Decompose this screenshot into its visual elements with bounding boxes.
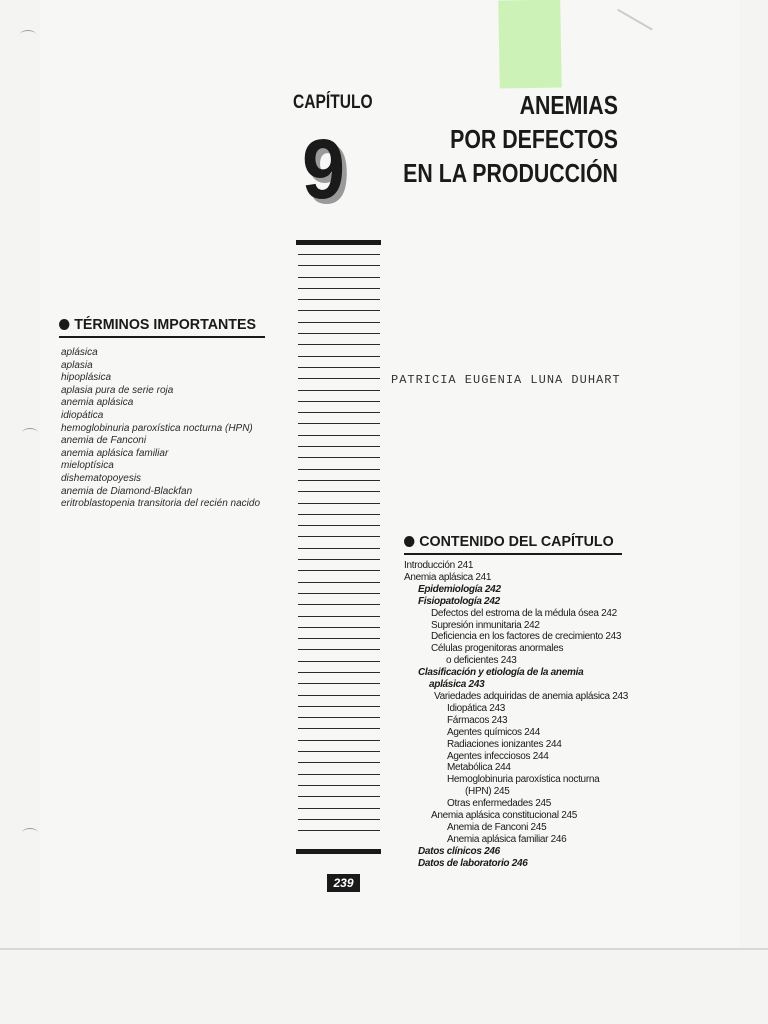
chapter-label: CAPÍTULO (293, 92, 373, 113)
rule-line (298, 582, 380, 583)
rule-line (298, 514, 380, 515)
contents-item: o deficientes 243 (446, 655, 517, 667)
term-item: aplásica (61, 347, 98, 358)
contents-item: Células progenitoras anormales (431, 643, 564, 655)
rule-line (298, 683, 380, 684)
rule-line (298, 265, 380, 266)
contents-item: Otras enfermedades 245 (447, 798, 552, 810)
rule-line (298, 559, 380, 560)
contents-item: Anemia aplásica constitucional 245 (431, 810, 578, 822)
term-item: hipoplásica (61, 372, 112, 384)
term-item: anemia aplásica (61, 397, 134, 409)
rule-line (298, 649, 380, 650)
rule-line (298, 695, 380, 696)
rule-line (298, 593, 380, 594)
chapter-title-line: POR DEFECTOS (450, 124, 618, 154)
contents-item: Deficiencia en los factores de crecimiento 243 (431, 631, 622, 643)
binding-mark (22, 428, 38, 437)
contents-item: Datos de laboratorio 246 (418, 857, 528, 869)
contents-heading-text: CONTENIDO DEL CAPÍTULO (419, 533, 614, 550)
terms-heading-rule (59, 336, 265, 338)
decorative-rule-lines (298, 254, 380, 841)
rule-line (298, 344, 380, 345)
term-item: aplasia pura de serie roja (61, 384, 174, 396)
sticky-note (498, 0, 562, 89)
binding-mark (22, 828, 38, 837)
contents-item: Agentes químicos 244 (447, 726, 540, 738)
rule-line (298, 762, 380, 763)
contents-heading-rule (404, 553, 622, 555)
rule-line (298, 548, 380, 549)
contents-item: Agentes infecciosos 244 (447, 750, 549, 762)
contents-item: Fármacos 243 (447, 714, 508, 726)
term-item: dishematopoyesis (61, 472, 142, 484)
rule-line (298, 288, 380, 289)
rule-line (298, 808, 380, 809)
contents-item: (HPN) 245 (465, 786, 510, 798)
rule-line (298, 830, 380, 831)
rule-line (298, 570, 380, 571)
rule-line (298, 423, 380, 424)
contents-item: Idiopática 243 (447, 702, 506, 714)
chapter-number: 9 (302, 122, 345, 216)
contents-item: Datos clínicos 246 (418, 845, 500, 857)
rule-line (298, 785, 380, 786)
term-item: anemia de Diamond-Blackfan (61, 485, 193, 497)
rule-line (298, 616, 380, 617)
rule-line (298, 356, 380, 357)
rule-line (298, 469, 380, 470)
rule-line (298, 627, 380, 628)
term-item: hemoglobinuria paroxística nocturna (HPN) (61, 422, 253, 434)
contents-item: Supresión inmunitaria 242 (431, 619, 540, 631)
rule-line (298, 322, 380, 323)
rule-line (298, 435, 380, 436)
bullet-icon (59, 319, 69, 330)
contents-item: Introducción 241 (404, 560, 474, 571)
rule-line (298, 536, 380, 537)
rule-line (298, 491, 380, 492)
chapter-title-line: EN LA PRODUCCIÓN (403, 158, 618, 188)
page-number: 239 (327, 874, 360, 892)
rule-line (298, 774, 380, 775)
rule-line (298, 503, 380, 504)
binding-mark (20, 30, 36, 39)
terms-heading-text: TÉRMINOS IMPORTANTES (74, 316, 257, 333)
author-stamp: PATRICIA EUGENIA LUNA DUHART (391, 373, 621, 387)
bottom-thick-bar (296, 849, 381, 854)
rule-line (298, 446, 380, 447)
rule-line (298, 525, 380, 526)
rule-line (298, 740, 380, 741)
contents-item: Defectos del estroma de la médula ósea 242 (431, 607, 617, 619)
contents-item: Fisiopatología 242 (418, 595, 500, 607)
rule-line (298, 717, 380, 718)
term-item: anemia de Fanconi (61, 435, 147, 447)
contents-item: Clasificación y etiología de la anemia (418, 667, 584, 679)
rule-line (298, 333, 380, 334)
rule-line (298, 299, 380, 300)
rule-line (298, 310, 380, 311)
rule-line (298, 254, 380, 255)
chapter-title (403, 88, 618, 190)
rule-line (298, 638, 380, 639)
rule-line (298, 751, 380, 752)
contents-item: Anemia aplásica 241 (404, 571, 492, 583)
rule-line (298, 672, 380, 673)
rule-line (298, 378, 380, 379)
top-thick-bar (296, 240, 381, 245)
page-bottom-edge (0, 948, 768, 950)
rule-line (298, 728, 380, 729)
term-item: anemia aplásica familiar (61, 447, 169, 459)
contents-item: aplásica 243 (429, 679, 485, 691)
rule-line (298, 796, 380, 797)
rule-line (298, 661, 380, 662)
contents-item: Metabólica 244 (447, 762, 511, 774)
contents-list (404, 560, 628, 870)
bullet-icon (404, 536, 414, 547)
contents-heading (404, 533, 614, 550)
terms-heading (59, 316, 256, 333)
terms-list (61, 347, 260, 511)
rule-line (298, 819, 380, 820)
rule-line (298, 480, 380, 481)
rule-line (298, 367, 380, 368)
rule-line (298, 457, 380, 458)
contents-item: Epidemiología 242 (418, 583, 501, 595)
term-item: eritroblastopenia transitoria del recién nacido (61, 498, 261, 510)
rule-line (298, 401, 380, 402)
term-item: idiopática (61, 409, 104, 421)
term-item: mieloptísica (61, 460, 114, 472)
rule-line (298, 390, 380, 391)
contents-item: Variedades adquiridas de anemia aplásica 243 (434, 690, 628, 702)
contents-item: Anemia de Fanconi 245 (447, 821, 547, 833)
rule-line (298, 604, 380, 605)
contents-item: Anemia aplásica familiar 246 (447, 833, 567, 845)
rule-line (298, 706, 380, 707)
contents-item: Radiaciones ionizantes 244 (447, 738, 562, 750)
rule-line (298, 277, 380, 278)
contents-item: Hemoglobinuria paroxística nocturna (447, 774, 600, 786)
term-item: aplasia (61, 359, 93, 371)
chapter-title-line: ANEMIAS (519, 90, 618, 120)
rule-line (298, 412, 380, 413)
